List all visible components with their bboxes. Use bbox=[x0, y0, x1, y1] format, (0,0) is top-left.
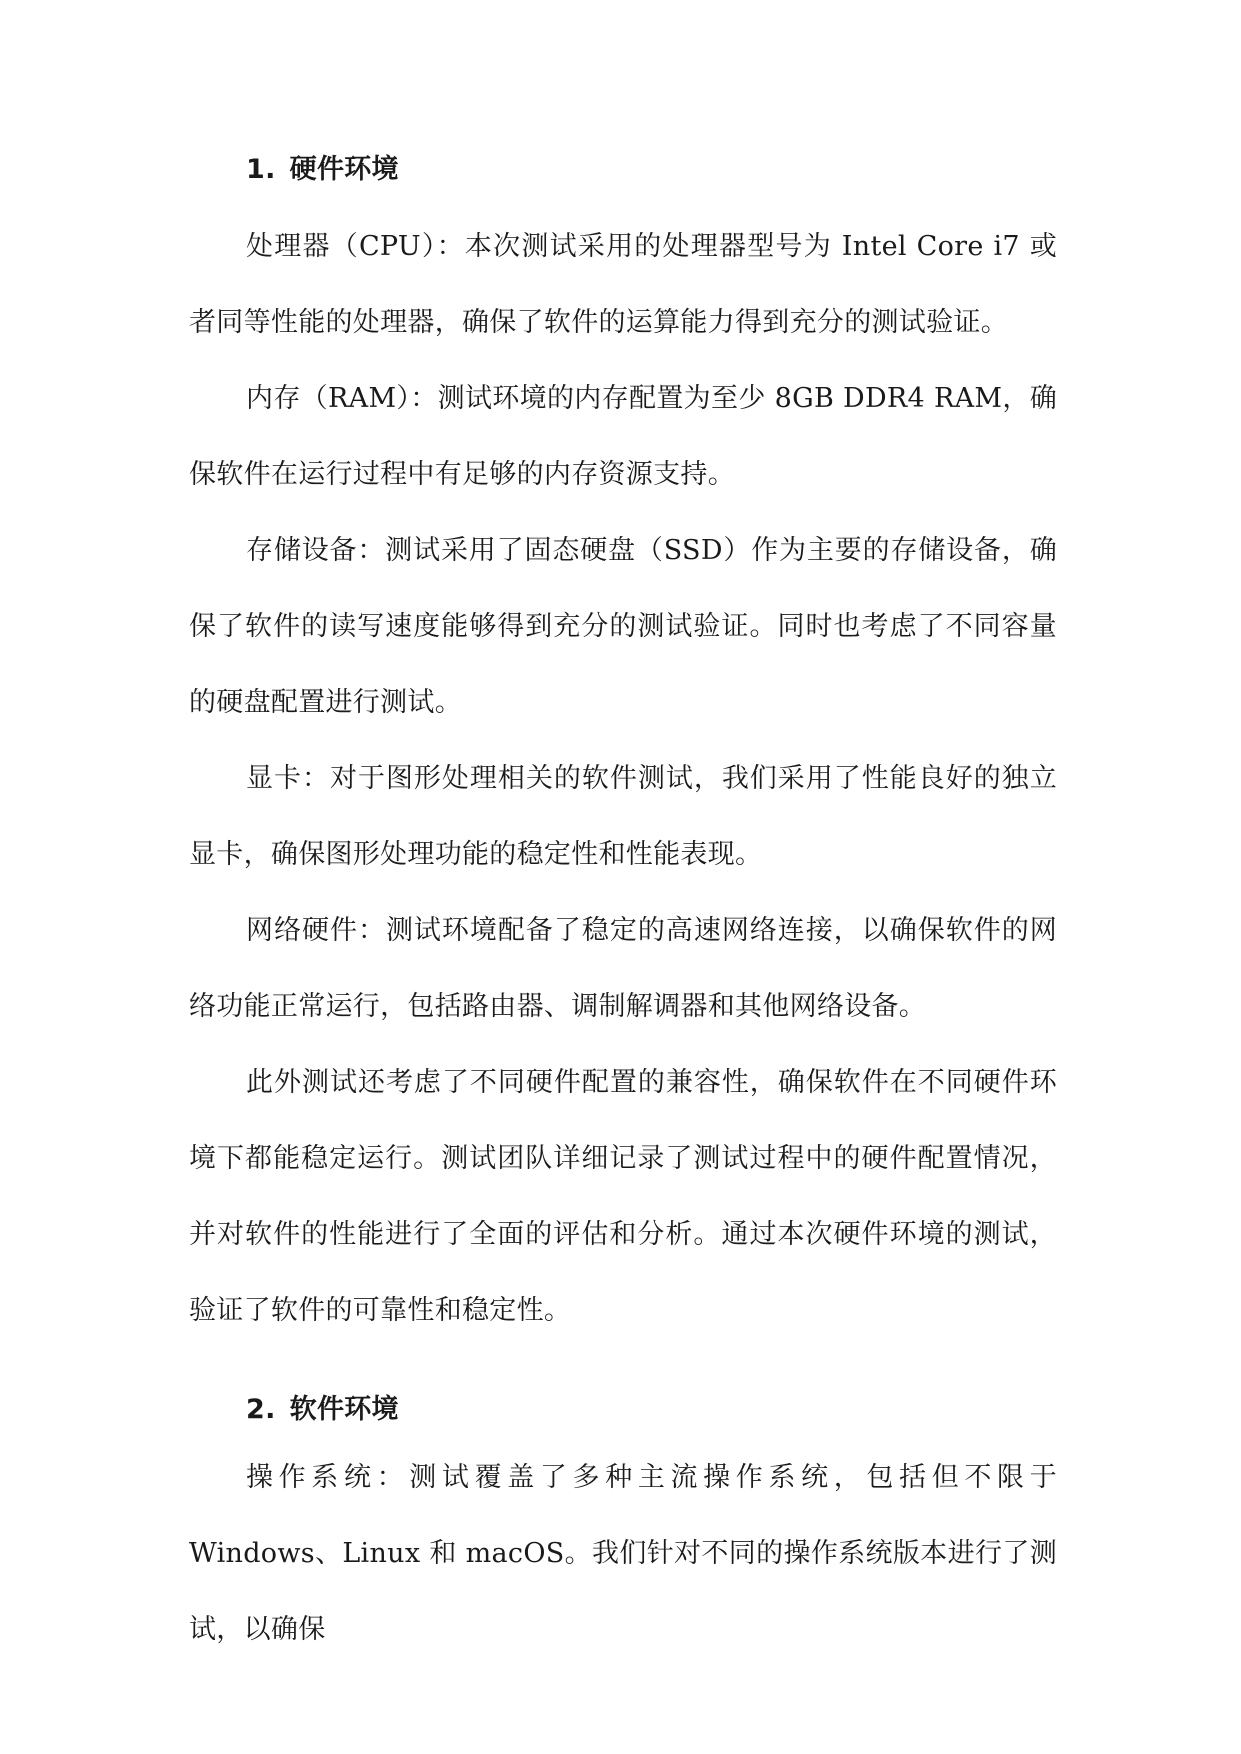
section-heading bbox=[189, 1380, 1057, 1440]
section-number: 2. bbox=[246, 1394, 276, 1425]
section-software bbox=[189, 1380, 1057, 1668]
paragraph-ram: 内存（RAM）：测试环境的内存配置为至少 8GB DDR4 RAM，确保软件在运行过程中有足够的内存资源支持。 bbox=[189, 383, 1057, 490]
paragraph-os: 操作系统：测试覆盖了多种主流操作系统，包括但不限于 Windows、Linux 和 macOS。我们针对不同的操作系统版本进行了测试，以确保 bbox=[189, 1462, 1057, 1645]
section-heading bbox=[189, 140, 1057, 200]
paragraph-gpu: 显卡：对于图形处理相关的软件测试，我们采用了性能良好的独立显卡，确保图形处理功能的稳定性和性能表现。 bbox=[189, 763, 1057, 870]
section-hardware bbox=[189, 140, 1057, 1349]
paragraph-network: 网络硬件：测试环境配备了稳定的高速网络连接，以确保软件的网络功能正常运行，包括路由器、调制解调器和其他网络设备。 bbox=[189, 915, 1057, 1022]
section-title: 软件环境 bbox=[289, 1394, 399, 1425]
section-number: 1. bbox=[246, 154, 276, 185]
section-title: 硬件环境 bbox=[289, 154, 399, 185]
paragraph-cpu: 处理器（CPU）：本次测试采用的处理器型号为 Intel Core i7 或者同等性能的处理器，确保了软件的运算能力得到充分的测试验证。 bbox=[189, 231, 1057, 338]
paragraph-storage: 存储设备：测试采用了固态硬盘（SSD）作为主要的存储设备，确保了软件的读写速度能够得到充分的测试验证。同时也考虑了不同容量的硬盘配置进行测试。 bbox=[189, 535, 1057, 718]
paragraph-summary: 此外测试还考虑了不同硬件配置的兼容性，确保软件在不同硬件环境下都能稳定运行。测试团队详细记录了测试过程中的硬件配置情况，并对软件的性能进行了全面的评估和分析。通过本次硬件环境的测试，验证了软件的可靠性和稳定性。 bbox=[189, 1067, 1057, 1326]
